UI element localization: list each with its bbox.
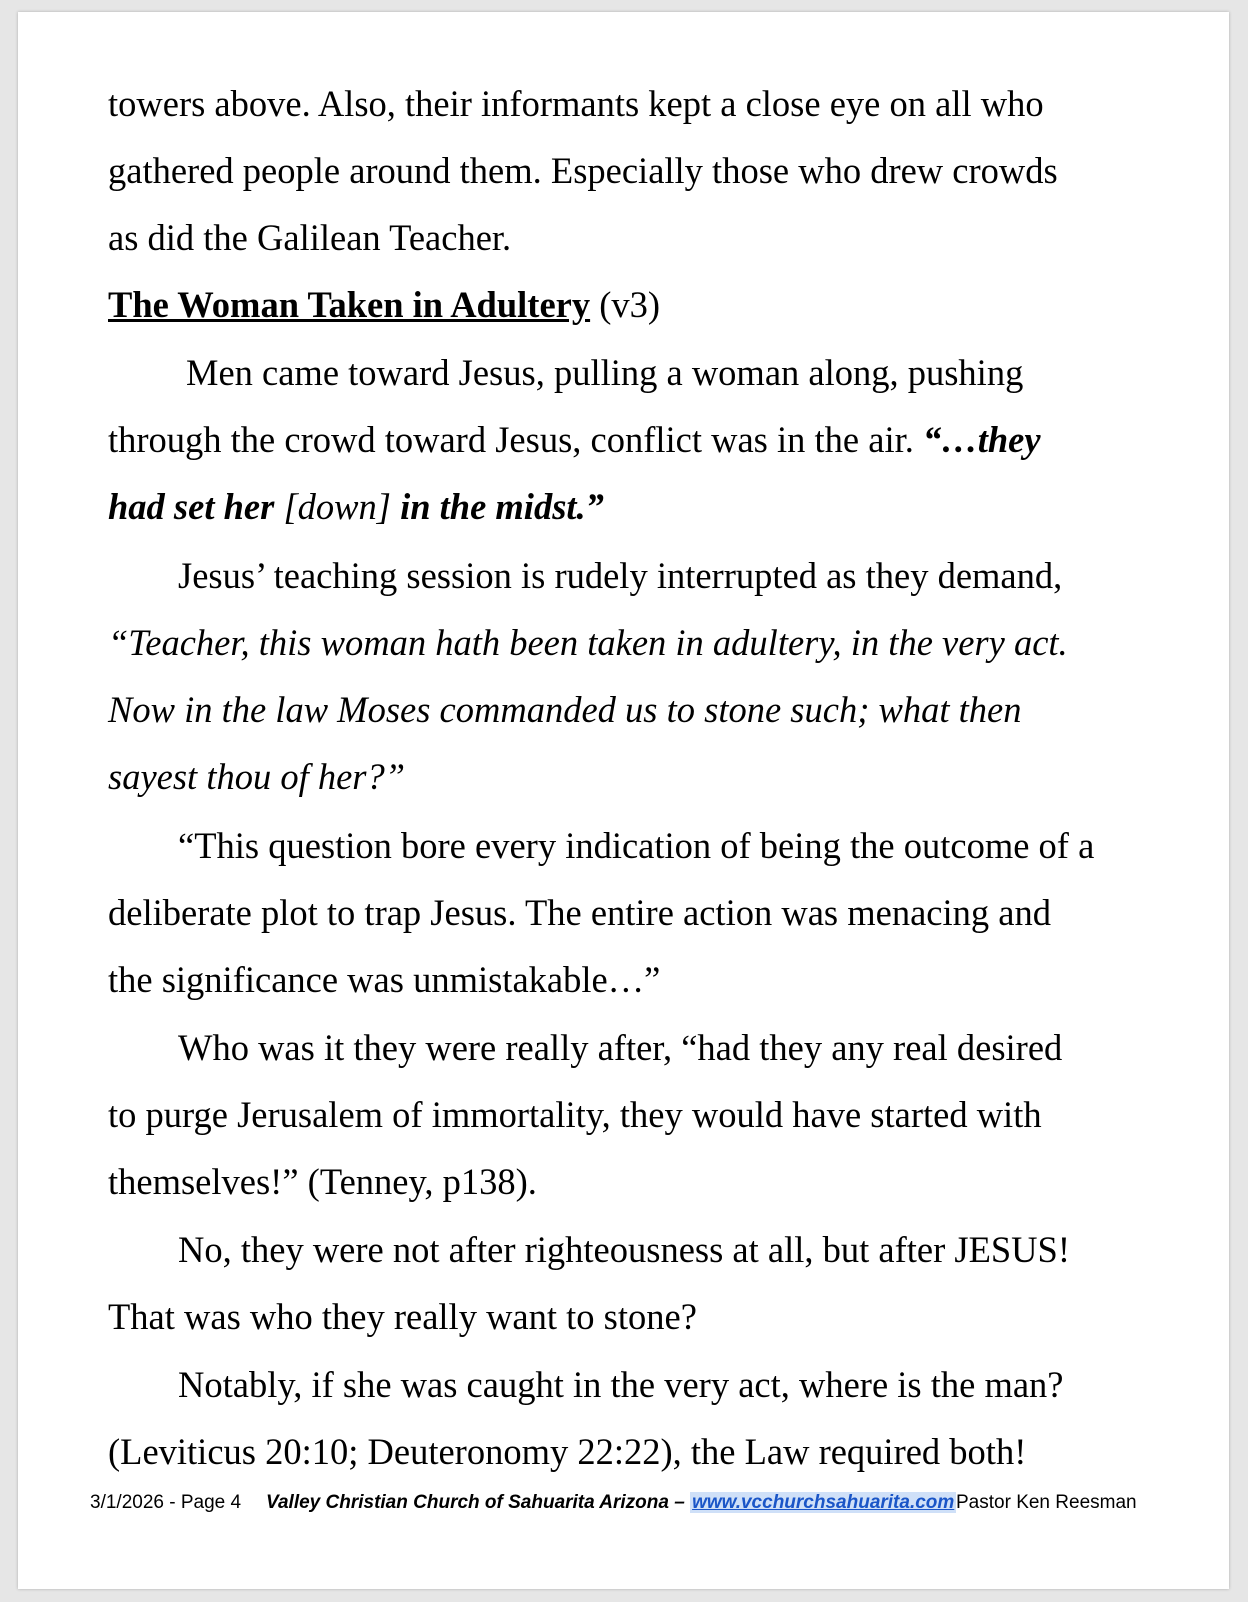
body-line: as did the Galilean Teacher. (108, 217, 512, 258)
body-line: deliberate plot to trap Jesus. The entire action was menacing and (108, 892, 1051, 933)
scripture-quote-line: sayest thou of her?” (108, 756, 406, 797)
footer-church-info (266, 1490, 956, 1516)
scripture-quote: “…they (922, 419, 1041, 460)
section-heading (108, 283, 660, 327)
body-line: Who was it they were really after, “had they any real desired (178, 1027, 1063, 1068)
scripture-quote: had set her (108, 486, 284, 527)
body-line: No, they were not after righteousness at all, but after JESUS! (178, 1229, 1070, 1270)
scripture-quote-line: Now in the law Moses commanded us to stone such; what then (108, 689, 1022, 730)
scripture-insert: [down] (283, 486, 391, 527)
scripture-quote: in the midst.” (390, 486, 604, 527)
footer-pastor-info (956, 1490, 1137, 1516)
body-line (108, 418, 1041, 462)
scripture-quote-line: “Teacher, this woman hath been taken in adultery, in the very act. (108, 622, 1068, 663)
footer (90, 1490, 241, 1516)
body-line (108, 485, 604, 529)
footer-pastor: Pastor Ken Reesman (956, 1492, 1137, 1513)
body-text: through the crowd toward Jesus, conflict was in the air. (108, 419, 923, 460)
body-line: gathered people around them. Especially those who drew crowds (108, 150, 1058, 191)
body-line: towers above. Also, their informants kept a close eye on all who (108, 83, 1044, 124)
section-heading-ref: (v3) (590, 284, 661, 325)
body-line: themselves!” (Tenney, p138). (108, 1161, 537, 1202)
body-line: to purge Jerusalem of immortality, they would have started with (108, 1094, 1042, 1135)
body-line: Jesus’ teaching session is rudely interrupted as they demand, (178, 555, 1063, 596)
body-line: That was who they really want to stone? (108, 1296, 697, 1337)
footer-website-link[interactable]: www.vcchurchsahuarita.com (692, 1492, 955, 1513)
document-page (18, 12, 1229, 1589)
body-line: Notably, if she was caught in the very act, where is the man? (178, 1364, 1064, 1405)
footer-date-page: 3/1/2026 - Page 4 (90, 1492, 242, 1513)
footer-church-name: Valley Christian Church of Sahuarita Arizona – (266, 1492, 691, 1513)
body-line: (Leviticus 20:10; Deuteronomy 22:22), the Law required both! (108, 1431, 1027, 1472)
body-line: the significance was unmistakable…” (108, 959, 661, 1000)
body-line: Men came toward Jesus, pulling a woman along, pushing (186, 352, 1024, 393)
section-heading-title: The Woman Taken in Adultery (108, 284, 591, 325)
body-line: “This question bore every indication of being the outcome of a (178, 825, 1095, 866)
